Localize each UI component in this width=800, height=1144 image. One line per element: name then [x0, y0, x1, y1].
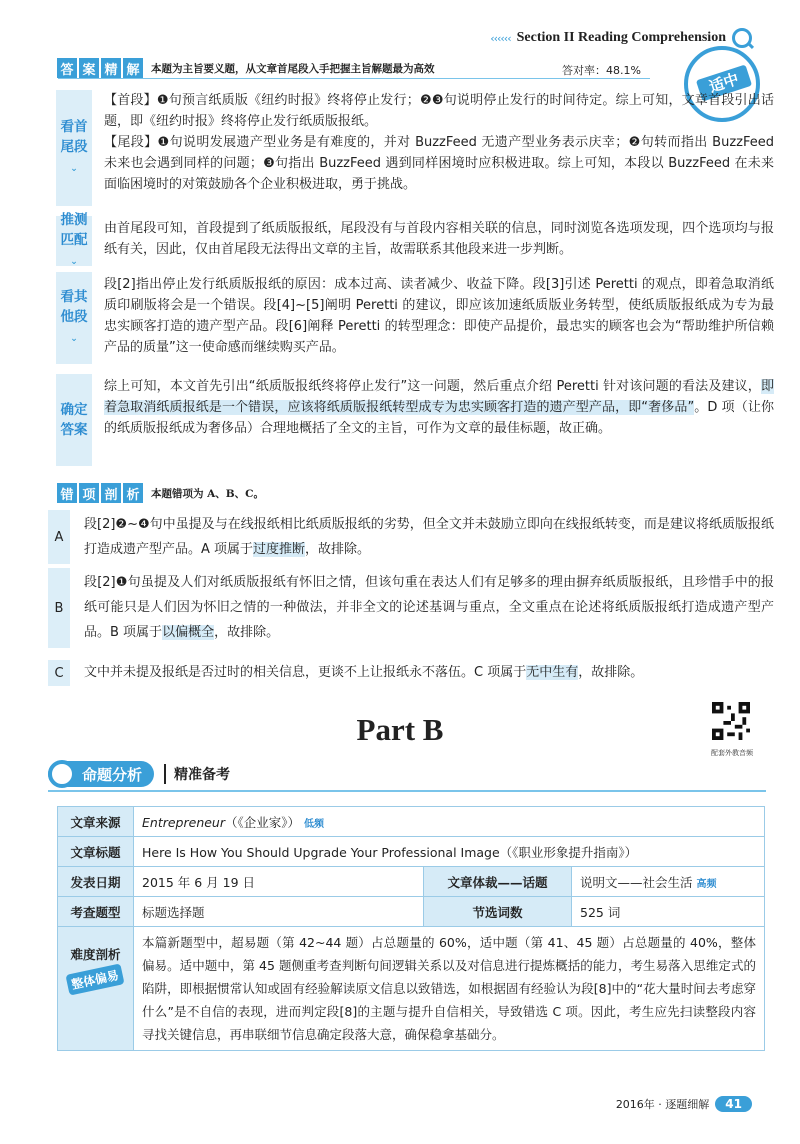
side-label-line: 匹配: [60, 232, 88, 248]
tag-char: 析: [123, 483, 143, 503]
genre-text: 说明文——社会生活: [580, 874, 693, 890]
frequency-badge: 高频: [696, 878, 717, 890]
source-en: Entrepreneur: [142, 814, 225, 830]
difficulty-level-badge: 整体偏易: [66, 963, 125, 995]
error-text: [84, 570, 774, 645]
table-row: [58, 807, 765, 837]
table-value: 525 词: [572, 897, 765, 927]
text-run: 综上可知，本文首先引出“纸质版报纸终将停止发行”这一问题，然后重点介绍 Peretti 针对该问题的看法及建议，: [104, 379, 761, 394]
qr-code-icon[interactable]: [712, 702, 750, 740]
table-label: [58, 927, 134, 1051]
analysis-block-answer: [56, 374, 774, 466]
table-row: [58, 867, 765, 897]
table-label: 节选词数: [424, 897, 572, 927]
page-footer: [616, 1096, 752, 1112]
table-row: [58, 837, 765, 867]
analysis-heading: [48, 761, 230, 787]
qr-caption: 配套外教音频: [711, 749, 753, 757]
magnifier-icon: [48, 760, 76, 788]
side-label-line: 他段: [60, 309, 88, 325]
analysis-block-predict: [56, 212, 774, 267]
paragraph: 【首段】❶句预言纸质版《纽约时报》终将停止发行；❷❸句说明停止发行的时间待定。综上可知，文章首段引出话题，即《纽约时报》终将停止发行纸质版报纸。: [104, 93, 774, 129]
heading-title: 命题分析: [82, 765, 143, 784]
highlighted-text: 无中生有: [526, 665, 579, 680]
error-tag-row: [57, 483, 264, 503]
paragraph: 段[2]指出停止发行纸质版报纸的原因：成本过高、读者减少、收益下降。段[3]引述 Peretti 的观点，即着急取消纸质印刷版将会是一个错误。段[4]~[5]阐明 Peretti 的建议，即应该加速纸质版业务转型，使纸质版报纸成为专为最忠实顾客打造的遗产型产品。段[6]阐释 Peretti 的转型理念：即使产品提价，最忠实的顾客也会为“帮助维护所信赖产品的质量”这一使命感而继续购买产品。: [104, 277, 774, 355]
table-value: Here Is How You Should Upgrade Your Professional Image（《职业形象提升指南》）: [134, 837, 765, 867]
table-label: 发表日期: [58, 867, 134, 897]
error-tag-note: 本题错项为 A、B、C。: [151, 487, 265, 500]
option-letter: B: [48, 568, 70, 648]
block-text: [104, 90, 774, 195]
running-header: [490, 28, 752, 48]
analysis-block-other: [56, 272, 774, 364]
table-value: [134, 807, 765, 837]
side-label-line: 答案: [60, 422, 88, 438]
error-text: [84, 660, 774, 685]
chevron-icons: ‹‹‹‹‹‹: [490, 31, 511, 45]
table-value: [572, 867, 765, 897]
block-text: [104, 376, 774, 439]
chevron-down-icon: ⌄: [70, 164, 78, 174]
page-number: 41: [715, 1096, 752, 1112]
block-text: [104, 274, 774, 358]
text-run: 。D 项（让你的纸质版报纸成为奢侈品）合理地概括了全文的主旨，可作为文章的最佳标题，故正确。: [104, 400, 774, 436]
difficulty-text: 本篇新题型中，超易题（第 42~44 题）占总题量的 60%，适中题（第 41、45 题）占总题量的 40%，整体偏易。适中题中，第 45 题侧重考查判断句间逻辑关系以及对信息进行提炼概括的能力，考生易落入思维定式的陷阱，即根据惯常认知或固有经验解读原文信息以致错选，如根据固有经验认为段[8]中的“花大量时间去考虑穿什么”是不自信的表现，进而判定段[8]的主题与提升自信相关，导致错选 C 项。因此，考生应先扫读整段内容寻找关键信息，再串联细节信息确定段落大意，确保稳拿基础分。: [134, 927, 765, 1051]
paragraph: 由首尾段可知，首段提到了纸质版报纸，尾段没有与首段内容相关联的信息，同时浏览各选项发现，四个选项均与报纸有关，因此，仅由首尾段无法得出文章的主旨，故需联系其他段来进一步判断。: [104, 221, 774, 257]
text-run: 段[2]❶句虽提及人们对纸质版报纸有怀旧之情，但该句重在表达人们有足够多的理由摒弃纸质版报纸，且珍惜手中的报纸可能只是人们因为怀旧之情的一种做法，并非全文的论述基调与重点，全文重点在论述将纸质版报纸打造成遗产型产品。B 项属于: [84, 575, 774, 640]
highlighted-text: 过度推断: [253, 542, 306, 557]
tag-char: 案: [79, 58, 99, 78]
side-label: [56, 374, 92, 466]
tag-char: 答: [57, 58, 77, 78]
heading-subtitle: 精准备考: [164, 764, 230, 784]
text-run: 段[2]❷~❹句中虽提及与在线报纸相比纸质版报纸的劣势，但全文并未鼓励立即向在线报纸转变，而是建议将纸质版报纸打造成遗产型产品。A 项属于: [84, 517, 774, 557]
highlighted-text: 以偏概全: [162, 625, 215, 640]
error-item-c: [48, 660, 768, 686]
side-label-line: 看首: [60, 119, 88, 135]
chevron-down-icon: ⌄: [70, 257, 78, 267]
error-item-a: [48, 510, 774, 564]
heading-pill: [48, 761, 154, 787]
text-run: ，故排除。: [214, 625, 280, 640]
accuracy-rate: 答对率：48.1%: [562, 64, 641, 77]
option-letter: A: [48, 510, 70, 564]
text-run: 文中并未提及报纸是否过时的相关信息，更谈不上让报纸永不落伍。C 项属于: [84, 665, 527, 680]
table-label: 文章体裁——话题: [424, 867, 572, 897]
error-text: [84, 512, 774, 562]
table-label: 考查题型: [58, 897, 134, 927]
side-label-line: 推测: [60, 212, 88, 228]
heading-divider: [48, 790, 766, 792]
difficulty-label: 难度剖析: [70, 947, 121, 962]
side-label-line: 尾段: [60, 139, 88, 155]
side-label-line: 看其: [60, 289, 88, 305]
text-run: ，故排除。: [578, 665, 644, 680]
tag-char: 项: [79, 483, 99, 503]
highlighted-text: 即着急取消纸质报纸是一个错误，应该将纸质版报纸转型成专为忠实顾客打造的遗产型产品，即“奢侈品”: [104, 379, 774, 415]
block-text: [104, 218, 774, 260]
tag-char: 错: [57, 483, 77, 503]
tag-char: 解: [123, 58, 143, 78]
header-divider: [58, 78, 650, 79]
section-title: Section II Reading Comprehension: [516, 30, 726, 45]
error-item-b: [48, 568, 774, 648]
table-row: [58, 897, 765, 927]
side-label: [56, 272, 92, 364]
frequency-badge: 低频: [304, 818, 325, 830]
chevron-down-icon: ⌄: [70, 334, 78, 344]
article-info-table: [57, 806, 765, 1051]
side-label-line: 确定: [60, 402, 88, 418]
table-value: 2015 年 6 月 19 日: [134, 867, 424, 897]
side-label: [56, 90, 92, 206]
magnifier-icon: [732, 28, 752, 48]
table-label: 文章标题: [58, 837, 134, 867]
option-letter: C: [48, 660, 70, 686]
table-row: [58, 927, 765, 1051]
part-title: Part B: [356, 712, 444, 747]
tag-char: 剖: [101, 483, 121, 503]
text-run: ，故排除。: [305, 542, 371, 557]
tag-char: 精: [101, 58, 121, 78]
table-label: 文章来源: [58, 807, 134, 837]
badge-text: 适中: [696, 65, 752, 102]
answer-tag-note: 本题为主旨要义题，从文章首尾段入手把握主旨解题最为高效: [151, 62, 435, 75]
analysis-block-head-tail: [56, 90, 774, 206]
source-cn: （《企业家》）: [225, 814, 301, 830]
table-value: 标题选择题: [134, 897, 424, 927]
paragraph: [104, 376, 774, 439]
footer-text: 2016年 · 逐题细解: [615, 1098, 710, 1111]
answer-tag-row: [57, 58, 435, 78]
side-label: [56, 212, 92, 267]
paragraph: 【尾段】❶句说明发展遗产型业务是有难度的，并对 BuzzFeed 无遗产型业务表示庆幸；❷句转而指出 BuzzFeed 未来也会遇到同样的问题；❸句指出 BuzzFeed 遇到同样困境时应积极进取。综上可知，本段以 BuzzFeed 在未来面临困境时的对策鼓励各个企业积极进取，勇于挑战。: [104, 135, 774, 192]
